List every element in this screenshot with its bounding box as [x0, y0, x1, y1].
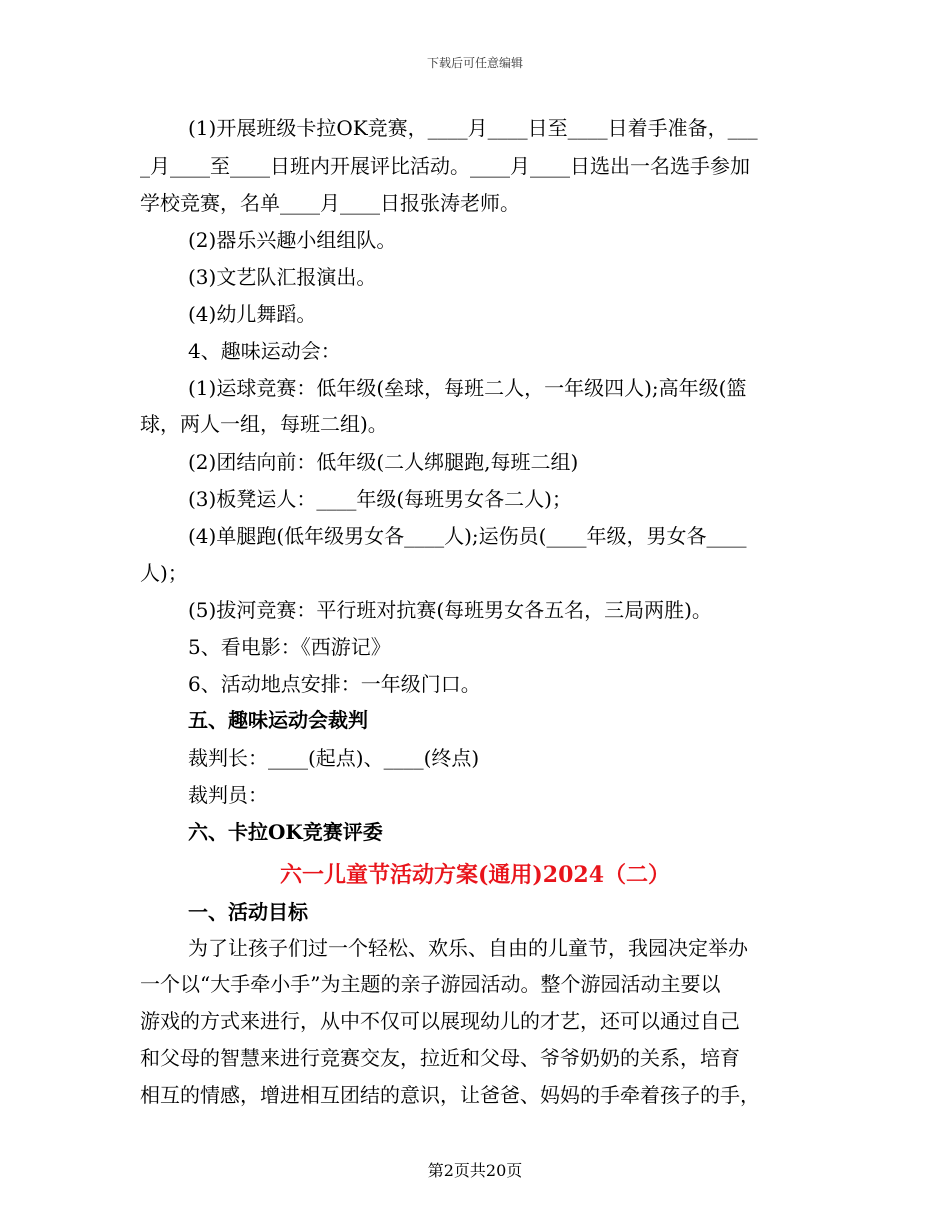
paragraph-line: 裁判员： — [188, 783, 268, 807]
paragraph-line: _月____至____日班内开展评比活动。____月____日选出一名选手参加 — [140, 154, 750, 178]
paragraph-line: 一个以“大手牵小手”为主题的亲子游园活动。整个游园活动主要以 — [140, 972, 721, 996]
paragraph-line: 球，两人一组，每班二组)。 — [140, 412, 388, 436]
paragraph-line: (1)运球竞赛：低年级(垒球，每班二人，一年级四人);高年级(篮 — [188, 376, 747, 400]
page-header-note: 下载后可任意编辑 — [426, 56, 523, 70]
section-heading: 六、卡拉OK竞赛评委 — [188, 820, 383, 844]
section-heading: 五、趣味运动会裁判 — [188, 708, 368, 732]
paragraph-line: 4、趣味运动会： — [188, 339, 341, 363]
paragraph-line: 5、看电影：《西游记》 — [188, 635, 391, 659]
paragraph-line: (3)板凳运人：____年级(每班男女各二人)； — [188, 487, 572, 511]
paragraph-line: (2)器乐兴趣小组组队。 — [188, 228, 397, 252]
paragraph-line: (5)拔河竞赛：平行班对抗赛(每班男女各五名，三局两胜)。 — [188, 598, 712, 622]
paragraph-line: 为了让孩子们过一个轻松、欢乐、自由的儿童节，我园决定举办 — [188, 936, 748, 960]
paragraph-line: 游戏的方式来进行，从中不仅可以展现幼儿的才艺，还可以通过自己 — [140, 1009, 740, 1033]
paragraph-line: 相互的情感，增进相互团结的意识，让爸爸、妈妈的手牵着孩子的手， — [140, 1083, 760, 1107]
paragraph-line: (4)单腿跑(低年级男女各____人);运伤员(____年级，男女各____ — [188, 524, 747, 548]
paragraph-line: (2)团结向前：低年级(二人绑腿跑,每班二组) — [188, 450, 579, 474]
paragraph-line: (3)文艺队汇报演出。 — [188, 265, 377, 289]
paragraph-line: 学校竞赛，名单____月____日报张涛老师。 — [140, 191, 520, 215]
paragraph-line: 6、活动地点安排：一年级门口。 — [188, 672, 481, 696]
paragraph-line: 和父母的智慧来进行竞赛交友，拉近和父母、爷爷奶奶的关系，培育 — [140, 1046, 740, 1070]
paragraph-line: (1)开展班级卡拉OK竞赛，____月____日至____日着手准备，___ — [188, 116, 758, 140]
paragraph-line: 裁判长：____(起点)、____(终点) — [188, 746, 480, 770]
page-footer: 第2页共20页 — [427, 1161, 523, 1180]
paragraph-line: 人)； — [140, 561, 188, 585]
section-heading: 一、活动目标 — [188, 900, 308, 924]
section-title: 六一儿童节活动方案(通用)2024（二） — [279, 862, 671, 888]
paragraph-line: (4)幼儿舞蹈。 — [188, 302, 317, 326]
